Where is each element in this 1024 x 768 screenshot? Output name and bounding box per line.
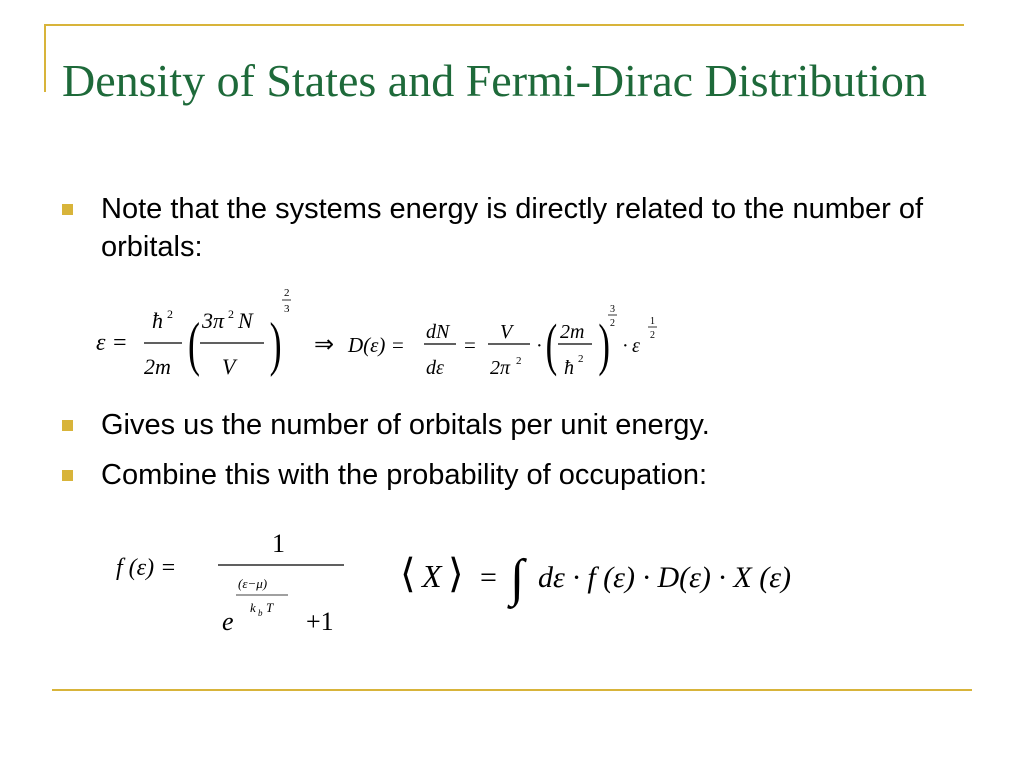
slide-title: Density of States and Fermi-Dirac Distribution: [62, 55, 927, 106]
eq-dos-dot-1: ·: [536, 335, 543, 357]
eq-dos-implies: ⇒: [314, 332, 335, 358]
eq-dos-exp12-num: 1: [650, 316, 655, 327]
eq-dos-hbar: ħ: [564, 357, 574, 379]
eq-energy-V: V: [222, 354, 236, 379]
accent-line-bottom: [52, 689, 972, 691]
eq-fd-exp-num: (ε−μ): [238, 576, 268, 591]
bullet-square-icon: [62, 470, 73, 481]
eq-energy-exp-den: 3: [284, 303, 290, 315]
eq-energy-hbar: ħ: [152, 308, 163, 333]
equation-expectation: [400, 535, 920, 620]
eq-energy-paren-left: (: [188, 310, 200, 378]
bullet-item-1: [62, 190, 962, 270]
eq-fd-k: k: [250, 600, 256, 615]
eq-exp-int: ∫: [510, 550, 525, 607]
eq-exp-open: ⟨: [400, 551, 416, 596]
accent-line-vertical: [44, 24, 46, 92]
eq-dos-dot-2: ·: [622, 335, 629, 357]
eq-dos-V: V: [500, 321, 513, 343]
eq-dos-de: dε: [426, 357, 444, 379]
eq-exp-rhs: dε · f (ε) · D(ε) · X (ε): [538, 561, 792, 594]
eq-energy-exp-num: 2: [284, 287, 290, 299]
eq-dos-paren-left: (: [545, 313, 558, 378]
eq-dos-hbar-sq: 2: [578, 353, 584, 365]
eq-energy-N: N: [238, 308, 253, 333]
bullet-text-3: Combine this with the probability of occupation:: [101, 459, 708, 491]
accent-line-top: [44, 24, 964, 26]
eq-energy-paren-right: ): [269, 310, 282, 378]
eq-dos-D: D(ε) =: [348, 333, 405, 357]
eq-fd-b: b: [258, 608, 263, 618]
bullet-item-2: [62, 406, 962, 446]
bullet-text-1: Note that the systems energy is directly related to the number of orbitals:: [101, 193, 924, 263]
eq-dos-eps: ε: [632, 335, 640, 357]
eq-dos-exp32-num: 3: [610, 304, 615, 315]
eq-energy-pi-sq: 2: [228, 307, 234, 321]
eq-fd-plus-one: +1: [306, 607, 334, 636]
bullet-text-2: Gives us the number of orbitals per unit energy.: [101, 409, 710, 441]
eq-dos-2pi: 2π: [490, 357, 511, 379]
eq-dos-2pi-sq: 2: [516, 355, 522, 367]
eq-exp-X: X: [422, 558, 442, 594]
eq-fd-lhs: f (ε) =: [116, 555, 177, 581]
equation-fermi-dirac: [116, 520, 356, 655]
eq-dos-eq: =: [464, 333, 476, 357]
eq-energy-lhs: ε =: [96, 330, 128, 356]
eq-fd-e: e: [222, 607, 234, 636]
eq-exp-eq: =: [480, 561, 497, 594]
eq-dos-dN: dN: [426, 321, 450, 343]
eq-energy-hbar-sq: 2: [167, 307, 173, 321]
eq-energy-2m: 2m: [144, 354, 171, 379]
bullet-square-icon: [62, 420, 73, 431]
eq-fd-T: T: [266, 600, 274, 615]
bullet-square-icon: [62, 204, 73, 215]
eq-dos-exp12-den: 2: [650, 330, 655, 341]
eq-energy-3pi: 3π: [202, 308, 225, 333]
eq-fd-one: 1: [272, 529, 285, 558]
equation-dos: [314, 282, 674, 387]
eq-dos-exp32-den: 2: [610, 318, 615, 329]
eq-dos-paren-right: ): [598, 313, 610, 378]
equation-energy: [92, 282, 292, 387]
eq-dos-2m: 2m: [560, 321, 585, 343]
eq-exp-close: ⟩: [448, 551, 464, 596]
bullet-item-3: [62, 456, 962, 496]
